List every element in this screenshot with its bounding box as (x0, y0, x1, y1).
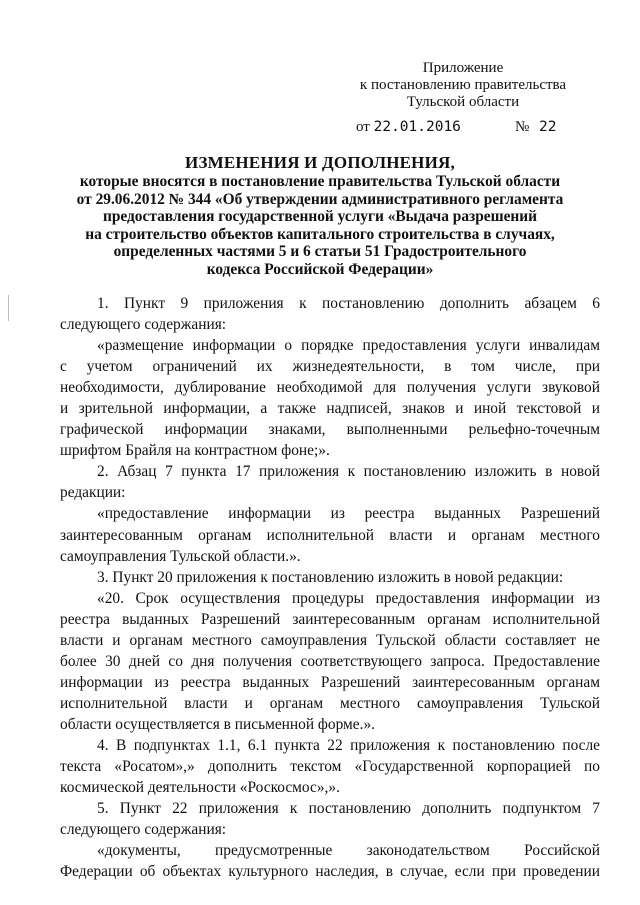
body-line: космической деятельности «Роскосмос»,». (60, 779, 340, 797)
title-line: кодекса Российской Федерации» (206, 260, 434, 278)
body-line: «документы, предусмотренные законодательством Российской (97, 842, 600, 860)
body-line: реестра выданных Разрешений заинтересованным органам исполнительной (60, 610, 600, 628)
body-line: более 30 дней со дня получения соответствующего запроса. Предоставление (60, 652, 600, 670)
body-line: необходимости, дублирование необходимой для получения услуги звуковой (60, 379, 600, 397)
appendix-header (358, 60, 568, 111)
document-title (70, 152, 570, 278)
document-number: 22 (539, 119, 557, 135)
body-line: «размещение информации о порядке предоставления услуги инвалидам (97, 337, 600, 355)
body-line: области осуществляется в письменной форме.». (60, 715, 375, 733)
body-line: исполнительной власти и органам местного самоуправления Тульской (60, 694, 600, 712)
title-line: от 29.06.2012 № 344 «Об утверждении административного регламента (76, 190, 564, 208)
scan-margin-mark (8, 295, 9, 321)
document-date: 22.01.2016 (373, 119, 461, 135)
document-body (60, 293, 600, 882)
body-line: шрифтом Брайля на контрастном фоне;». (60, 442, 330, 460)
appendix-line: Тульской области (406, 94, 520, 110)
body-line: 1. Пункт 9 приложения к постановлению дополнить абзацем 6 (97, 295, 600, 312)
title-subtitle (70, 173, 570, 278)
body-line: следующего содержания: (60, 316, 227, 334)
title-line: предоставления государственной услуги «Выдача разрешений (102, 208, 538, 225)
body-line: заинтересованным органам исполнительной власти и органам местного (60, 526, 600, 544)
body-line: графической информации знаками, выполненными рельефно-точечным (60, 421, 600, 439)
appendix-line: Приложение (422, 60, 504, 76)
body-line: «20. Срок осуществления процедуры предоставления информации из (97, 589, 600, 607)
title-heading: ИЗМЕНЕНИЯ И ДОПОЛНЕНИЯ, (185, 153, 455, 172)
appendix-line: к постановлению правительства (359, 77, 567, 93)
body-line: «предоставление информации из реестра выданных Разрешений (97, 505, 600, 523)
body-line: с учетом ограничений их жизнедеятельности, в том числе, при (60, 358, 600, 376)
body-line: и зрительной информации, а также надписей, знаков и иной текстовой и (60, 400, 600, 418)
body-line: власти и органам местного самоуправления Тульской области составляет не (60, 631, 600, 649)
body-line: самоуправления Тульской области.». (60, 547, 301, 565)
title-line: которые вносятся в постановление правительства Тульской области (79, 173, 561, 190)
body-line: 3. Пункт 20 приложения к постановлению изложить в новой редакции: (97, 568, 564, 586)
body-line: 5. Пункт 22 приложения к постановлению дополнить подпунктом 7 (97, 800, 600, 818)
title-line: на строительство объектов капитального строительства в случаях, (85, 225, 555, 243)
body-line: 4. В подпунктах 1.1, 6.1 пункта 22 приложения к постановлению после (97, 736, 600, 754)
body-line: редакции: (60, 484, 126, 502)
body-line: информации из реестра выданных Разрешений заинтересованным органам (60, 673, 600, 691)
date-prefix: от (356, 119, 370, 135)
body-line: текста «Росатом»,» дополнить текстом «Государственной корпорацией по (60, 758, 600, 776)
number-prefix: № (515, 119, 530, 135)
title-line: определенных частями 5 и 6 статьи 51 Градостроительного (113, 243, 527, 260)
body-line: Федерации об объектах культурного наследия, в случае, если при проведении (60, 863, 600, 881)
body-line: 2. Абзац 7 пункта 17 приложения к постановлению изложить в новой (97, 463, 600, 481)
date-number-line (356, 119, 586, 136)
body-line: следующего содержания: (60, 821, 227, 839)
